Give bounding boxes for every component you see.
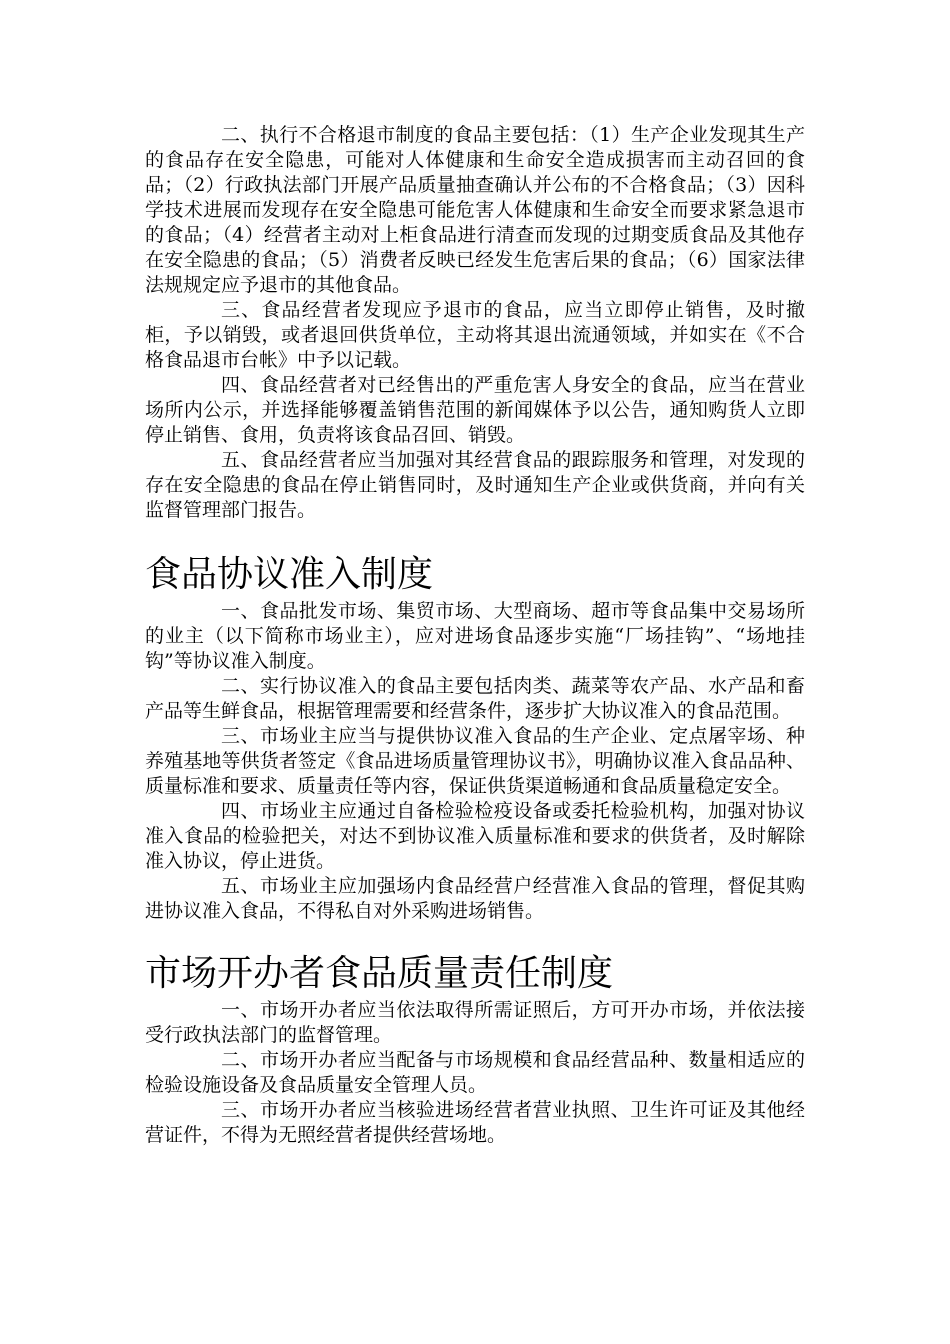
- paragraph: 三、市场开办者应当核验进场经营者营业执照、卫生许可证及其他经营证件，不得为无照经营者提供经营场地。: [145, 1099, 805, 1146]
- section-market-operator-responsibility: [145, 952, 805, 1148]
- paragraph: 三、食品经营者发现应予退市的食品，应当立即停止销售，及时撤柜，予以销毁，或者退回供货单位，主动将其退出流通领域，并如实在《不合格食品退市台帐》中予以记载。: [145, 299, 805, 371]
- paragraph: 二、市场开办者应当配备与市场规模和食品经营品种、数量相适应的检验设施设备及食品质量安全管理人员。: [145, 1049, 805, 1096]
- paragraph: 一、市场开办者应当依法取得所需证照后，方可开办市场，并依法接受行政执法部门的监督管理。: [145, 999, 805, 1046]
- document-page: [145, 123, 805, 1148]
- paragraph: 三、市场业主应当与提供协议准入食品的生产企业、定点屠宰场、种养殖基地等供货者签定《食品进场质量管理协议书》，明确协议准入食品品种、质量标准和要求、质量责任等内容，保证供货渠道畅通和食品质量稳定安全。: [145, 725, 805, 797]
- section-food-recall: [145, 123, 805, 523]
- paragraph: 二、执行不合格退市制度的食品主要包括：（1）生产企业发现其生产的食品存在安全隐患，可能对人体健康和生命安全造成损害而主动召回的食品；（2）行政执法部门开展产品质量抽查确认并公布的不合格食品；（3）因科学技术进展而发现存在安全隐患可能危害人体健康和生命安全而要求紧急退市的食品；（4）经营者主动对上柜食品进行清查而发现的过期变质食品及其他存在安全隐患的食品；（5）消费者反映已经发生危害后果的食品；（6）国家法律法规规定应予退市的其他食品。: [145, 124, 805, 296]
- paragraph: 四、食品经营者对已经售出的严重危害人身安全的食品，应当在营业场所内公示，并选择能够覆盖销售范围的新闻媒体予以公告，通知购货人立即停止销售、食用，负责将该食品召回、销毁。: [145, 374, 805, 446]
- section-heading: 食品协议准入制度: [145, 554, 434, 595]
- paragraph: 四、市场业主应通过自备检验检疫设备或委托检验机构，加强对协议准入食品的检验把关，对达不到协议准入质量标准和要求的供货者，及时解除准入协议，停止进货。: [145, 800, 805, 872]
- section-food-agreement-access: [145, 553, 805, 924]
- paragraph: 二、实行协议准入的食品主要包括肉类、蔬菜等农产品、水产品和畜产品等生鲜食品，根据管理需要和经营条件，逐步扩大协议准入的食品范围。: [145, 675, 805, 722]
- section-heading: 市场开办者食品质量责任制度: [145, 953, 614, 994]
- paragraph: 一、食品批发市场、集贸市场、大型商场、超市等食品集中交易场所的业主（以下简称市场业主），应对进场食品逐步实施“厂场挂钩”、“场地挂钩”等协议准入制度。: [145, 600, 805, 672]
- paragraph: 五、市场业主应加强场内食品经营户经营准入食品的管理，督促其购进协议准入食品，不得私自对外采购进场销售。: [145, 875, 805, 922]
- paragraph: 五、食品经营者应当加强对其经营食品的跟踪服务和管理，对发现的存在安全隐患的食品在停止销售同时，及时通知生产企业或供货商，并向有关监督管理部门报告。: [145, 449, 805, 521]
